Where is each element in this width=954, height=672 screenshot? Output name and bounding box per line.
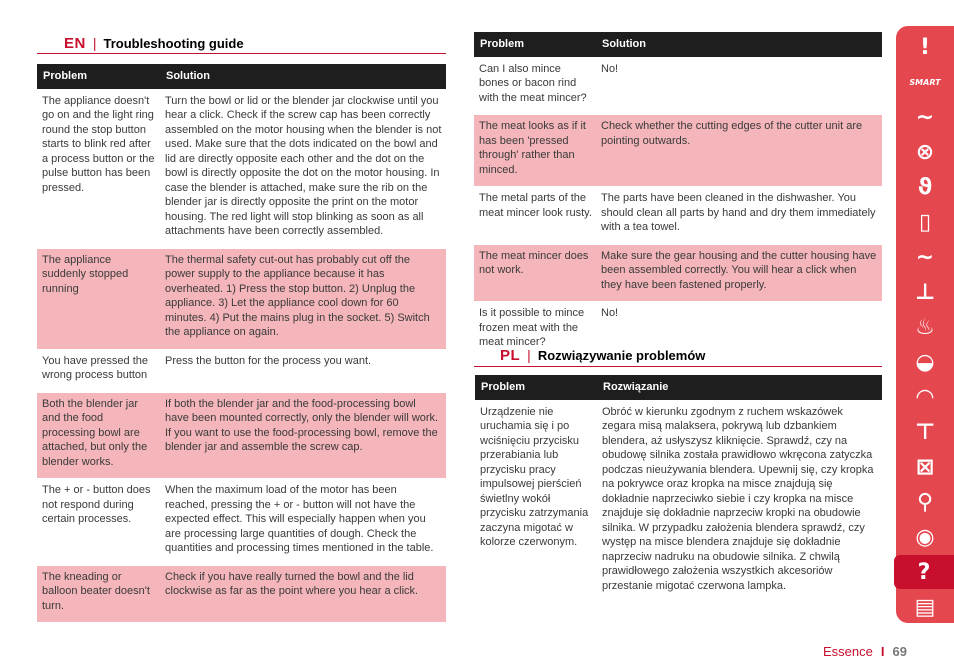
column-header-solution: Rozwiązanie: [597, 375, 882, 400]
section-rule: [37, 53, 446, 54]
header-separator: |: [527, 347, 531, 363]
citrus-press-icon: ◒: [915, 349, 935, 375]
question-icon: ?: [917, 559, 931, 585]
table-row: [37, 89, 446, 248]
sidebar-tab[interactable]: [896, 205, 954, 239]
table-row: [37, 248, 446, 349]
column-header-solution: Solution: [160, 64, 446, 89]
troubleshooting-table-pl: [475, 375, 882, 603]
solution-cell: No!: [601, 307, 619, 319]
disc-insert-icon: ⊥: [914, 279, 936, 305]
chapter-sidebar: [896, 26, 954, 623]
wave-icon: ∼: [915, 244, 935, 270]
sidebar-tab[interactable]: [896, 65, 954, 99]
sidebar-tab[interactable]: [896, 275, 954, 309]
table-row: [474, 244, 882, 302]
sidebar-tab[interactable]: [896, 135, 954, 169]
en-section-header: [64, 35, 244, 52]
sidebar-tab[interactable]: [896, 450, 954, 484]
page-footer: [823, 644, 907, 659]
sidebar-tab[interactable]: [896, 415, 954, 449]
table-row: [475, 400, 882, 603]
column-header-problem: Problem: [474, 32, 596, 57]
problem-cell: Is it possible to mince frozen meat with the meat mincer?: [479, 307, 585, 348]
sidebar-tab[interactable]: [896, 30, 954, 64]
sidebar-tab[interactable]: [896, 590, 954, 624]
header-separator: |: [92, 35, 97, 51]
troubleshooting-table-en: [37, 64, 446, 623]
table-row: [37, 565, 446, 623]
problem-cell: The + or - button does not respond during certain processes.: [42, 484, 151, 525]
problem-cell: The meat looks as if it has been 'pressed through' rather than minced.: [474, 115, 596, 187]
table-row: [37, 392, 446, 479]
solution-cell: Make sure the gear housing and the cutter housing have been assembled correctly. You will hear a click when they have been fastened properly.: [596, 244, 882, 302]
table-row: [474, 57, 882, 115]
solution-cell: Press the button for the process you want.: [165, 354, 372, 367]
mincer-icon: ♨: [915, 314, 935, 340]
problem-cell: The appliance doesn't go on and the light ring round the stop button starts to blink red after a process button or the pulse button has been pressed.: [42, 94, 155, 194]
section-rule: [474, 366, 882, 367]
troubleshooting-table-mincer: [474, 32, 882, 360]
problem-cell: The appliance suddenly stopped running: [37, 248, 160, 349]
guarantee-seal-icon: ◉: [915, 524, 935, 550]
problem-cell: Urządzenie nie uruchamia się i po wciśnięciu przycisku przerabiania lub przycisku pracy impulsowej pierścień świetlny wokół przycisku zatrzymania zaczyna migotać w kolorze czerwonym.: [480, 405, 589, 548]
column-header-problem: Problem: [37, 64, 160, 89]
exclamation-icon: !: [919, 34, 931, 60]
problem-cell: Both the blender jar and the food processing bowl are attached, but only the blender works.: [37, 392, 160, 479]
sidebar-tab[interactable]: [896, 100, 954, 134]
sidebar-tab[interactable]: [896, 310, 954, 344]
magnifier-icon: ⚲: [916, 489, 934, 515]
table-row: [37, 479, 446, 566]
section-title: Troubleshooting guide: [103, 36, 244, 51]
table-row: [474, 115, 882, 187]
language-code: EN: [64, 35, 86, 52]
blender-jar-icon: ▯: [918, 209, 932, 235]
solution-cell: Check if you have really turned the bowl and the lid clockwise as far as the point where you hear a click.: [160, 565, 446, 623]
smart-control-icon: SMART: [909, 77, 941, 87]
table-row: [37, 349, 446, 392]
solution-cell: If both the blender jar and the food-processing bowl have been mounted correctly, only the blender will work. If you want to use the food-processing bowl, remove the blender jar and assemble the screw cap.: [160, 392, 446, 479]
solution-cell: Turn the bowl or lid or the blender jar clockwise until you hear a click. Check if the screw cap has been correctly assembled on the motor housing when the blender is not used. Make sure that the dots indicated on the bowl and lid are directly opposite each other and the dot on the bowl is directly opposite the dot on the motor housing. In case the blender is attached, make sure the rib on the blender jar is directly opposite the print on the motor housing. The red light will stop blinking as soon as all attachments have been correctly assembled.: [165, 94, 442, 237]
whisk-icon: ⊗: [915, 139, 935, 165]
solution-cell: No!: [601, 62, 619, 75]
sidebar-tab[interactable]: [896, 170, 954, 204]
kneading-hook-icon: ϑ: [917, 174, 933, 200]
table-row: [474, 187, 882, 245]
solution-cell: Check whether the cutting edges of the cutter unit are pointing outwards.: [596, 115, 882, 187]
tap-cleaning-icon: ⊤: [914, 419, 936, 445]
recipe-book-icon: ▤: [914, 594, 936, 620]
column-header-problem: Problem: [475, 375, 597, 400]
wave-icon: ∼: [915, 104, 935, 130]
sidebar-tab[interactable]: [896, 485, 954, 519]
sidebar-tab[interactable]: [896, 520, 954, 554]
footer-separator: I: [880, 644, 885, 659]
sidebar-tab[interactable]: [896, 240, 954, 274]
page-number: 69: [892, 644, 907, 659]
problem-cell: The kneading or balloon beater doesn't turn.: [37, 565, 160, 623]
sidebar-tab[interactable]: [894, 555, 954, 589]
pl-section-header: [500, 347, 705, 364]
solution-cell: The parts have been cleaned in the dishwasher. You should clean all parts by hand and dry them immediately with a tea towel.: [601, 192, 876, 233]
problem-cell: You have pressed the wrong process button: [42, 354, 149, 381]
sidebar-tab[interactable]: [896, 345, 954, 379]
problem-cell: Can I also mince bones or bacon rind with the meat mincer?: [479, 62, 587, 104]
problem-cell: The metal parts of the meat mincer look rusty.: [479, 192, 592, 219]
storage-icon: ◠: [916, 384, 934, 410]
brand-name: Essence: [823, 644, 873, 659]
solution-cell: When the maximum load of the motor has been reached, pressing the + or - button will not have the expected effect. This will especially happen when you are processing large quantities of dough. Check the quantities and processing times mentioned in the table.: [165, 484, 434, 554]
solution-cell: Obróć w kierunku zgodnym z ruchem wskazówek zegara misą malaksera, pokrywą lub dzbankiem blendera, aż usłyszysz kliknięcie. Sprawdź, czy na obudowę silnika została prawidłowo wkręcona zatyczka podczas nieużywania blendera. Upewnij się, czy kropka na pokrywce oraz kropka na misce znajdują się dokładnie naprzeciwko siebie i czy kropka na misce znajduje się dokładnie naprzeciw kropki na obudowie silnika. W przypadku założenia blendera sprawdź, czy występ na misce blendera znajduje się dokładnie naprzeciw nadruku na obudowie silnika. Z chwilą prawidłowego założenia wszystkich akcesoriów przestanie migotać czerwona lampka.: [602, 405, 874, 592]
solution-cell: The thermal safety cut-out has probably cut off the power supply to the appliance because it has overheated. 1) Press the stop button. 2) Unplug the appliance. 3) Let the appliance cool down for 60 minutes. 4) Put the mains plug in the socket. 5) Switch the appliance on again.: [160, 248, 446, 349]
language-code: PL: [500, 347, 521, 364]
disposal-icon: ⊠: [915, 454, 935, 480]
column-header-solution: Solution: [596, 32, 882, 57]
problem-cell: The meat mincer does not work.: [474, 244, 596, 302]
section-title: Rozwiązywanie problemów: [537, 348, 706, 363]
sidebar-tab[interactable]: [896, 380, 954, 414]
